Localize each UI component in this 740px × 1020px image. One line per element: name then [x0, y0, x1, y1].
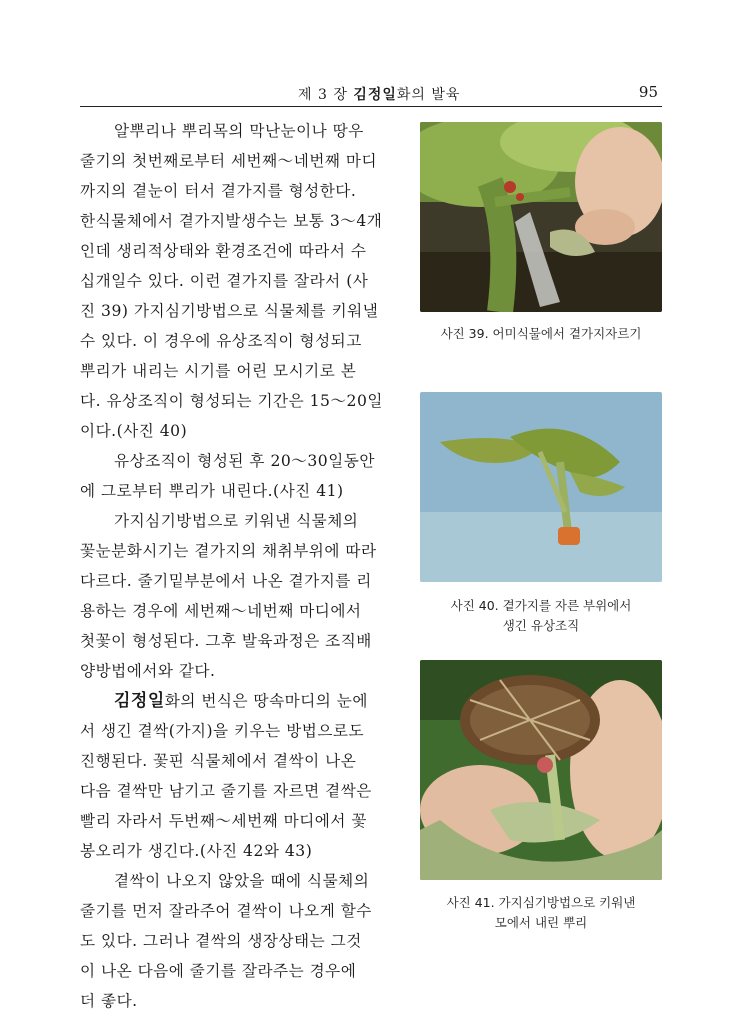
chapter-title: 제 3 장 김정일화의 발육 [298, 87, 461, 103]
photo-40 [420, 392, 662, 582]
text-line: 알뿌리나 뿌리목의 막난눈이나 땅우 [114, 122, 364, 140]
chapter-name-rest: 화의 발육 [396, 87, 461, 103]
text-line: 가지심기방법으로 키워낸 식물체의 [114, 512, 359, 530]
text-line: 도 있다. 그러나 곁싹의 생장상태는 그것 [80, 932, 362, 950]
running-header [80, 84, 662, 106]
text-line: 진 39) 가지심기방법으로 식물체를 키워낼 [80, 302, 379, 320]
text-line: 용하는 경우에 세번째～네번째 마디에서 [80, 602, 362, 620]
text-line: 빨리 자라서 두번째～세번째 마디에서 꽃 [80, 812, 367, 830]
text-line: 봉오리가 생긴다.(사진 42와 43) [80, 842, 313, 860]
text-line: 에 그로부터 뿌리가 내린다.(사진 41) [80, 482, 344, 500]
text-line: 곁싹이 나오지 않았을 때에 식물체의 [114, 872, 370, 890]
photo-41-image [420, 660, 662, 880]
text-line: 꽃눈분화시기는 곁가지의 채취부위에 따라 [80, 542, 377, 560]
text-line: 양방법에서와 같다. [80, 662, 216, 680]
text-line: 뿌리가 내리는 시기를 어린 모시기로 본 [80, 362, 357, 380]
photo-41 [420, 660, 662, 880]
text-line: 다르다. 줄기밑부분에서 나온 곁가지를 리 [80, 572, 372, 590]
photo-39-image [420, 122, 662, 312]
photo-39 [420, 122, 662, 312]
text-line: 이 나온 다음에 줄기를 잘라주는 경우에 [80, 962, 357, 980]
text-line: 인데 생리적상태와 환경조건에 따라서 수 [80, 242, 367, 260]
body-text [80, 116, 398, 1016]
text-line: 다음 곁싹만 남기고 줄기를 자르면 곁싹은 [80, 782, 372, 800]
text-line: 수 있다. 이 경우에 유상조직이 형성되고 [80, 332, 362, 350]
text-line: 김정일화의 번식은 땅속마디의 눈에 [114, 691, 368, 711]
text-line: 까지의 곁눈이 터서 곁가지를 형성한다. [80, 182, 357, 200]
text-line: 더 좋다. [80, 992, 138, 1010]
chapter-name-bold: 김정일 [353, 87, 397, 103]
text-line: 유상조직이 형성된 후 20～30일동안 [114, 452, 375, 470]
text-line: 십개일수 있다. 이런 곁가지를 잘라서 (사 [80, 272, 369, 290]
text-line: 줄기를 먼저 잘라주어 곁싹이 나오게 할수 [80, 902, 372, 920]
caption-41: 사진 41. 가지심기방법으로 키워낸 모에서 내린 뿌리 [446, 895, 636, 930]
caption-40: 사진 40. 곁가지를 자른 부위에서 생긴 유상조직 [450, 598, 632, 633]
caption-39: 사진 39. 어미식물에서 곁가지자르기 [440, 326, 642, 341]
page-number: 95 [638, 83, 658, 101]
bold-name: 김정일 [114, 691, 165, 711]
photo-40-image [420, 392, 662, 582]
text-line: 한식물체에서 곁가지발생수는 보통 3～4개 [80, 212, 383, 230]
text-line: 첫꽃이 형성된다. 그후 발육과정은 조직배 [80, 632, 372, 650]
text-line: 다. 유상조직이 형성되는 기간은 15～20일 [80, 392, 383, 410]
text-line: 이다.(사진 40) [80, 422, 188, 440]
text-line: 줄기의 첫번째로부터 세번째～네번째 마디 [80, 152, 378, 170]
text-line: 서 생긴 곁싹(가지)을 키우는 방법으로도 [80, 722, 365, 740]
text-line: 진행된다. 꽃핀 식물체에서 곁싹이 나온 [80, 752, 357, 770]
header-rule [80, 106, 662, 107]
